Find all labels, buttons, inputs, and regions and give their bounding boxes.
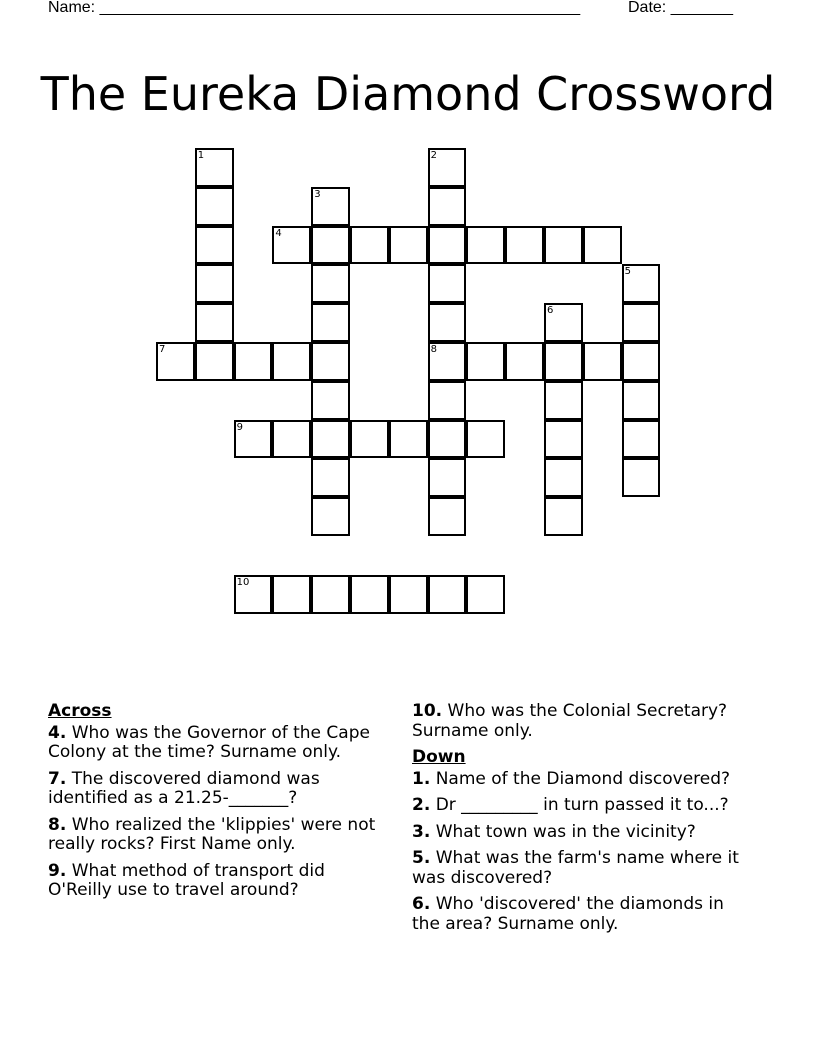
cell-number: 7: [159, 344, 166, 355]
clue-number: 6.: [412, 894, 431, 914]
crossword-cell[interactable]: [428, 148, 467, 187]
crossword-cell[interactable]: [622, 303, 661, 342]
crossword-cell[interactable]: [311, 303, 350, 342]
clue-text: Who was the Governor of the Cape Colony at the time? Surname only.: [48, 722, 370, 762]
cell-number: 8: [430, 344, 437, 355]
crossword-cell[interactable]: [428, 342, 467, 381]
clue-across-8: [48, 816, 388, 855]
clue-across-4: [48, 724, 388, 763]
clue-text: What method of transport did O'Reilly use to travel around?: [48, 860, 325, 900]
clue-number: 3.: [412, 821, 431, 842]
crossword-cell[interactable]: [583, 342, 622, 381]
cell-number: 6: [547, 305, 554, 317]
clue-text: Who was the Colonial Secretary? Surname only.: [412, 701, 728, 741]
clues-right-column: [412, 702, 752, 941]
crossword-cell[interactable]: [272, 420, 311, 459]
crossword-cell[interactable]: [466, 342, 505, 381]
crossword-cell[interactable]: [583, 226, 622, 265]
clue-number: 5.: [412, 848, 431, 868]
crossword-cell[interactable]: [544, 497, 583, 536]
crossword-cell[interactable]: [234, 342, 273, 381]
clue-text: The discovered diamond was identified as a 21.25-_______?: [48, 768, 320, 808]
clue-text: Name of the Diamond discovered?: [435, 768, 731, 789]
crossword-cell[interactable]: [622, 381, 661, 420]
crossword-cell[interactable]: [622, 420, 661, 459]
clue-number: 7.: [48, 768, 67, 789]
crossword-cell[interactable]: [156, 342, 195, 381]
clue-text: Who 'discovered' the diamonds in the area? Surname only.: [412, 894, 724, 934]
crossword-cell[interactable]: [195, 148, 234, 187]
crossword-cell[interactable]: [311, 226, 350, 265]
cell-number: 5: [624, 266, 631, 278]
crossword-cell[interactable]: [622, 458, 661, 497]
across-heading: Across: [48, 701, 112, 721]
clue-down-1: [412, 770, 752, 790]
crossword-cell[interactable]: [428, 226, 467, 265]
crossword-cell[interactable]: [311, 381, 350, 420]
clue-number: 10.: [412, 701, 443, 721]
crossword-cell[interactable]: [311, 342, 350, 381]
cell-number: 1: [197, 150, 205, 161]
crossword-cell[interactable]: [544, 303, 583, 342]
clue-number: 1.: [412, 768, 431, 789]
crossword-cell[interactable]: [622, 264, 661, 303]
cell-number: 2: [430, 150, 437, 161]
crossword-cell[interactable]: [195, 264, 234, 303]
crossword-cell[interactable]: [544, 226, 583, 265]
cell-number: 3: [314, 188, 321, 200]
date-field[interactable]: Date: _______: [628, 0, 733, 16]
crossword-cell[interactable]: [466, 575, 505, 614]
clue-across-7: [48, 770, 388, 809]
cell-number: 4: [275, 227, 282, 239]
name-field[interactable]: Name: ______________________________________________________: [48, 0, 581, 16]
crossword-cell[interactable]: [466, 420, 505, 459]
crossword-cell[interactable]: [428, 420, 467, 459]
crossword-cell[interactable]: [234, 575, 273, 614]
clue-number: 2.: [412, 795, 431, 815]
clue-across-9: [48, 862, 388, 901]
crossword-cell[interactable]: [389, 420, 428, 459]
crossword-cell[interactable]: [428, 497, 467, 536]
down-heading: Down: [412, 747, 466, 767]
crossword-cell[interactable]: [311, 458, 350, 497]
clue-text: Dr _________ in turn passed it to...?: [435, 795, 729, 815]
clue-across-10: [412, 702, 752, 741]
crossword-cell[interactable]: [544, 420, 583, 459]
crossword-cell[interactable]: [272, 342, 311, 381]
crossword-cell[interactable]: [311, 187, 350, 226]
crossword-cell[interactable]: [350, 226, 389, 265]
crossword-cell[interactable]: [272, 575, 311, 614]
crossword-cell[interactable]: [544, 342, 583, 381]
page-title: The Eureka Diamond Crossword: [40, 66, 776, 121]
crossword-cell[interactable]: [505, 342, 544, 381]
crossword-cell[interactable]: [428, 303, 467, 342]
crossword-cell[interactable]: [311, 575, 350, 614]
cell-number: 10: [236, 576, 250, 588]
crossword-cell[interactable]: [389, 226, 428, 265]
crossword-cell[interactable]: [195, 342, 234, 381]
crossword-cell[interactable]: [544, 381, 583, 420]
clue-down-5: [412, 849, 752, 888]
crossword-cell[interactable]: [350, 420, 389, 459]
crossword-cell[interactable]: [350, 575, 389, 614]
clue-text: What was the farm's name where it was discovered?: [412, 848, 739, 888]
clue-number: 8.: [48, 814, 67, 835]
crossword-cell[interactable]: [428, 381, 467, 420]
clue-number: 9.: [48, 860, 67, 881]
clue-down-6: [412, 895, 752, 934]
crossword-cell[interactable]: [428, 187, 467, 226]
crossword-cell[interactable]: [195, 226, 234, 265]
clue-down-3: [412, 823, 752, 843]
crossword-cell[interactable]: [428, 264, 467, 303]
crossword-cell[interactable]: [195, 303, 234, 342]
clue-text: Who realized the 'klippies' were not really rocks? First Name only.: [48, 814, 376, 854]
crossword-cell[interactable]: [622, 342, 661, 381]
clue-text: What town was in the vicinity?: [435, 821, 696, 842]
crossword-cell[interactable]: [428, 575, 467, 614]
cell-number: 9: [236, 421, 243, 433]
crossword-cell[interactable]: [234, 420, 273, 459]
clues-left-column: [48, 702, 388, 908]
crossword-cell[interactable]: [428, 458, 467, 497]
crossword-cell[interactable]: [505, 226, 544, 265]
crossword-cell[interactable]: [466, 226, 505, 265]
crossword-cell[interactable]: [272, 226, 311, 265]
crossword-cell[interactable]: [389, 575, 428, 614]
crossword-cell[interactable]: [311, 420, 350, 459]
crossword-cell[interactable]: [544, 458, 583, 497]
crossword-cell[interactable]: [311, 264, 350, 303]
crossword-cell[interactable]: [311, 497, 350, 536]
clue-number: 4.: [48, 722, 67, 743]
clue-down-2: [412, 796, 752, 816]
crossword-cell[interactable]: [195, 187, 234, 226]
